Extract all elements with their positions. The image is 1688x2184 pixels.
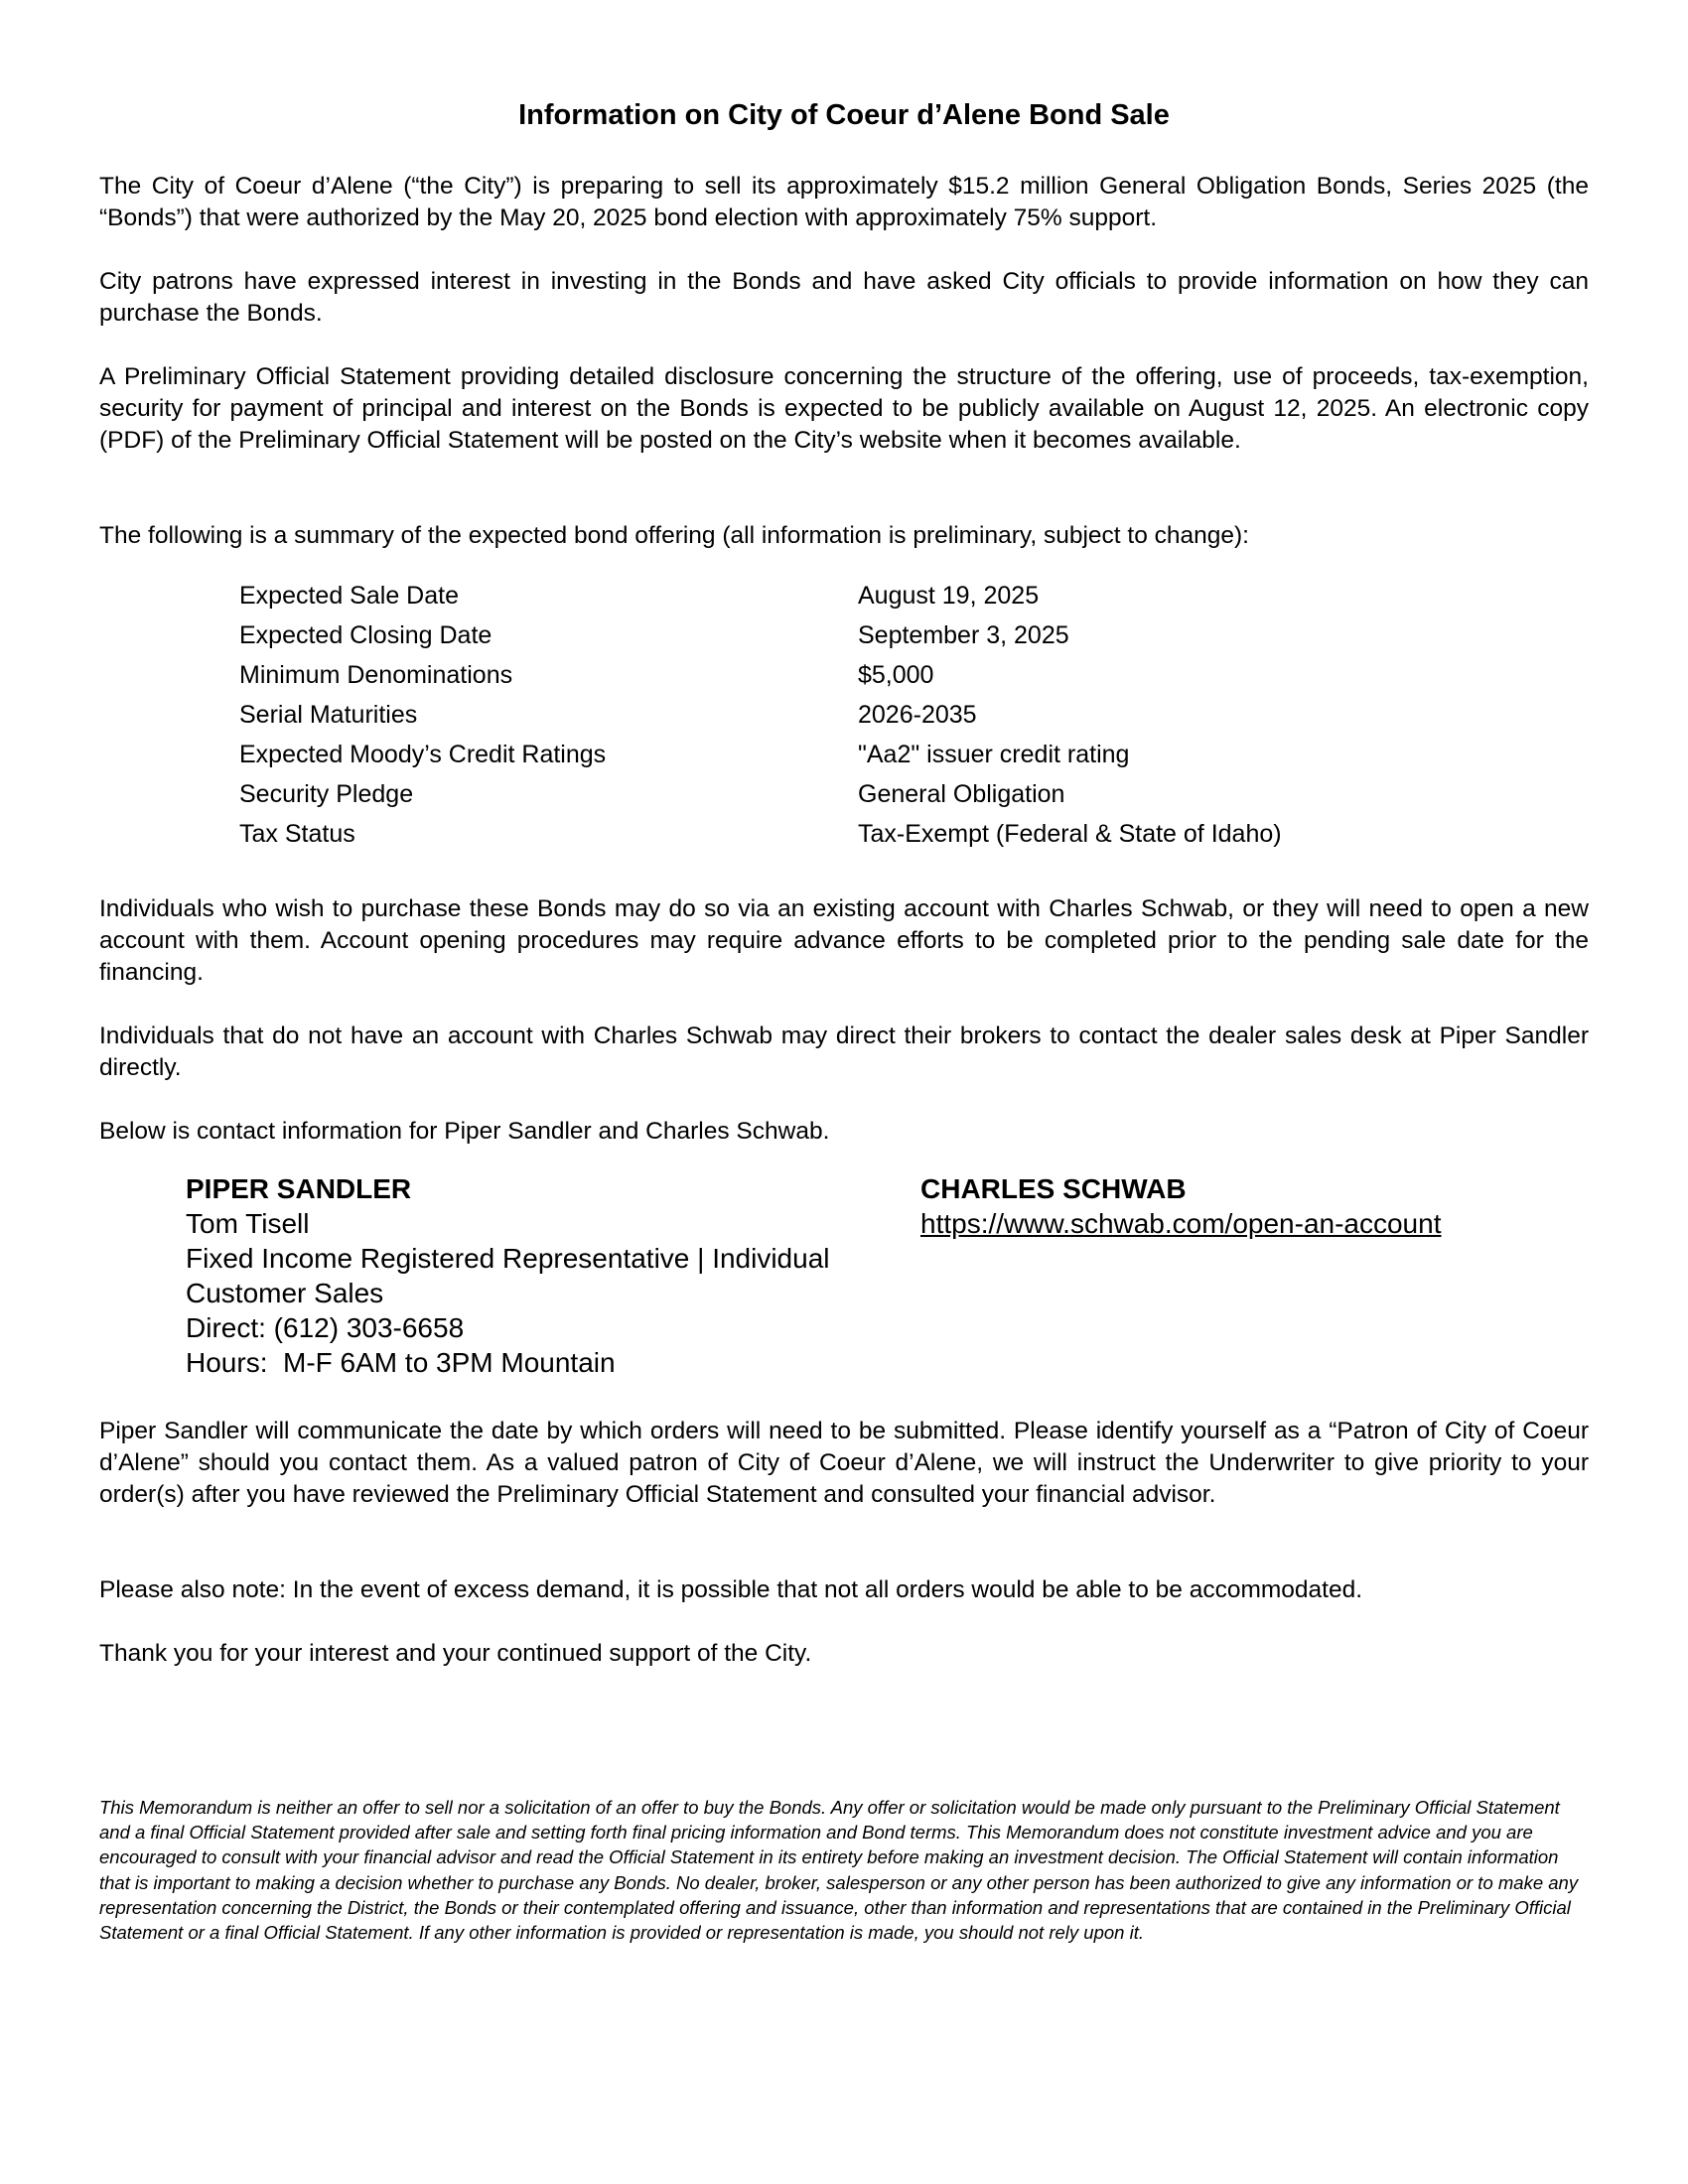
summary-value: September 3, 2025 xyxy=(858,621,1069,649)
intro-paragraph: The City of Coeur d’Alene (“the City”) is preparing to sell its approximately $15.2 million General Obligation Bonds, Series 2025 (the “Bonds”) that were authorized by the May 20, 2025 bond election with approximately 75% support. xyxy=(99,173,1589,231)
piper-sandler-heading: PIPER SANDLER xyxy=(186,1173,412,1204)
page-title: Information on City of Coeur d’Alene Bond Sale xyxy=(518,99,1170,131)
no-account-paragraph: Individuals that do not have an account with Charles Schwab may direct their brokers to contact the dealer sales desk at Piper Sandler directly. xyxy=(99,1023,1589,1081)
patrons-paragraph: City patrons have expressed interest in investing in the Bonds and have asked City officials to provide information on how they can purchase the Bonds. xyxy=(99,268,1589,327)
summary-intro-paragraph: The following is a summary of the expected bond offering (all information is preliminary, subject to change): xyxy=(99,522,1249,549)
contact-role-continued: Customer Sales xyxy=(186,1278,384,1308)
preliminary-statement-paragraph: A Preliminary Official Statement providing detailed disclosure concerning the structure of the offering, use of proceeds, tax-exemption, security for payment of principal and interest on the Bonds is expected to be publicly available on August 12, 2025. An electronic copy (PDF) of the Preliminary Official Statement will be posted on the City’s website when it becomes available. xyxy=(99,363,1589,454)
summary-value: "Aa2" issuer credit rating xyxy=(858,741,1130,768)
charles-schwab-heading: CHARLES SCHWAB xyxy=(920,1173,1187,1204)
summary-label: Minimum Denominations xyxy=(239,661,513,689)
contact-role: Fixed Income Registered Representative | Individual xyxy=(186,1243,830,1274)
summary-value: 2026-2035 xyxy=(858,701,977,729)
schwab-account-link[interactable]: https://www.schwab.com/open-an-account xyxy=(920,1208,1442,1239)
summary-value: August 19, 2025 xyxy=(858,582,1040,610)
excess-demand-note: Please also note: In the event of excess demand, it is possible that not all orders would be able to be accommodated. xyxy=(99,1576,1363,1603)
summary-value: Tax-Exempt (Federal & State of Idaho) xyxy=(858,820,1282,848)
communicate-paragraph: Piper Sandler will communicate the date by which orders will need to be submitted. Please identify yourself as a “Patron of City of Coeur d’Alene” should you contact them. As a valued patron of City of Coeur d’Alene, we will instruct the Underwriter to give priority to your order(s) after you have reviewed the Preliminary Official Statement and consulted your financial advisor. xyxy=(99,1418,1589,1508)
summary-label: Expected Moody’s Credit Ratings xyxy=(239,741,607,768)
summary-value: General Obligation xyxy=(858,780,1065,808)
contact-intro-paragraph: Below is contact information for Piper Sandler and Charles Schwab. xyxy=(99,1118,830,1145)
contact-person-name: Tom Tisell xyxy=(186,1208,310,1239)
summary-label: Tax Status xyxy=(239,820,355,848)
summary-label: Expected Sale Date xyxy=(239,582,459,610)
charles-schwab-contact xyxy=(920,1171,1556,1241)
summary-value: $5,000 xyxy=(858,661,934,689)
summary-label: Security Pledge xyxy=(239,780,414,808)
summary-label: Expected Closing Date xyxy=(239,621,492,649)
contact-hours: Hours: M-F 6AM to 3PM Mountain xyxy=(186,1347,616,1378)
summary-label: Serial Maturities xyxy=(239,701,418,729)
purchase-paragraph: Individuals who wish to purchase these Bonds may do so via an existing account with Charles Schwab, or they will need to open a new account with them. Account opening procedures may require advance efforts to be completed prior to the pending sale date for the financing. xyxy=(99,895,1589,986)
contact-phone: Direct: (612) 303-6658 xyxy=(186,1312,465,1343)
piper-sandler-contact xyxy=(186,1171,901,1380)
legal-disclaimer: This Memorandum is neither an offer to sell nor a solicitation of an offer to buy the Bonds. Any offer or solicitation would be made only pursuant to the Preliminary Official Statement and a final Official Statement provided after sale and setting forth final pricing information and Bond terms. This Memorandum does not constitute investment advice and you are encouraged to consult with your financial advisor and read the Official Statement in its entirety before making an investment decision. The Official Statement will contain information that is important to making a decision whether to purchase any Bonds. No dealer, broker, salesperson or any other person has been authorized to give any information or to make any representation concerning the District, the Bonds or their contemplated offering and issuance, other than information and representations that are contained in the Preliminary Official Statement or a final Official Statement. If any other information is provided or representation is made, you should not rely upon it. xyxy=(99,1797,1579,1944)
thank-you-paragraph: Thank you for your interest and your continued support of the City. xyxy=(99,1640,812,1667)
